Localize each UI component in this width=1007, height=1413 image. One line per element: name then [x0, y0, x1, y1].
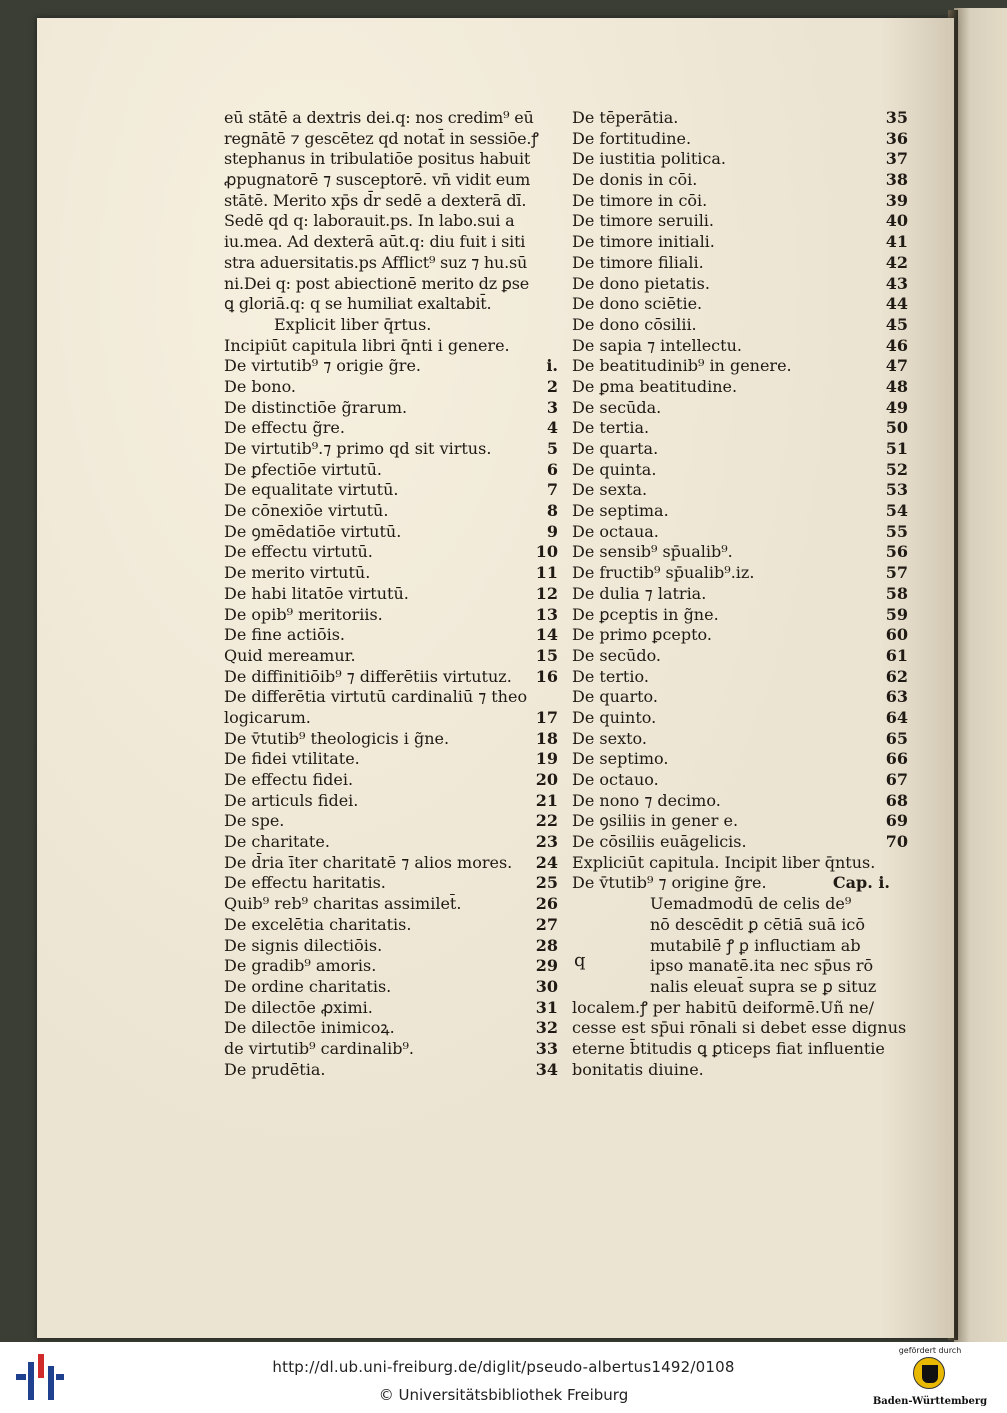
chapter-text-line: nō descēdit ꝑ cētiā suā icō: [650, 914, 865, 934]
toc-entry: [224, 729, 558, 750]
prose-line: stephanus in tribulatiōe positus habuit: [224, 149, 531, 169]
toc-entry: [224, 977, 558, 998]
toc-entry: [224, 584, 558, 605]
toc-entry: [572, 232, 908, 253]
toc-entry-title: Quib⁹ reb⁹ charitas assimilet̄.: [224, 894, 462, 914]
toc-entry-title: De quinta.: [572, 459, 657, 479]
toc-entry-number: 36: [885, 128, 908, 148]
toc-entry-number: 33: [535, 1038, 558, 1058]
toc-entry: [572, 687, 908, 708]
toc-entry-number: 62: [885, 666, 908, 686]
toc-entry-number: 9: [546, 521, 558, 541]
toc-entry-title: De beatitudinib⁹ in genere.: [572, 356, 792, 376]
facing-page-edge: [954, 8, 1007, 1342]
toc-entry-number: 48: [885, 376, 908, 396]
toc-entry-title: De timore initiali.: [572, 232, 715, 252]
toc-entry-number: 52: [885, 459, 908, 479]
toc-entry: [572, 542, 908, 563]
toc-entry-number: 51: [885, 439, 908, 458]
toc-entry-number: 8: [546, 501, 558, 521]
toc-entry: [572, 729, 908, 750]
toc-entry: [224, 956, 558, 977]
sponsor-name: Baden-Württemberg: [872, 1396, 988, 1407]
toc-entry-title: De charitate.: [224, 832, 330, 852]
toc-entry-number: 28: [535, 935, 558, 955]
toc-entry-title: De dono sciētie.: [572, 294, 703, 314]
toc-entry: [224, 356, 558, 377]
toc-entry: [224, 749, 558, 770]
toc-entry: [572, 211, 908, 232]
toc-entry: [572, 791, 908, 812]
toc-entry-title: De distinctiōe g̃rarum.: [224, 397, 408, 417]
toc-entry-title: De dilectōe inimicoꝝ.: [224, 1018, 395, 1038]
toc-entry-title: De fructib⁹ sp̄ualib⁹.iz.: [572, 563, 755, 583]
toc-entry: [572, 501, 908, 522]
state-seal-icon: [913, 1357, 945, 1389]
toc-entry: [224, 708, 558, 729]
toc-entry: [224, 605, 558, 626]
toc-entry-number: 69: [885, 811, 908, 831]
toc-entry-title: De dilectōe ꝓximi.: [224, 997, 373, 1017]
toc-entry: [572, 708, 908, 729]
chapter-label: Cap. i.: [832, 873, 890, 893]
toc-entry-number: 25: [535, 873, 558, 893]
toc-entry-number: 18: [535, 728, 558, 748]
toc-entry: [572, 667, 908, 688]
toc-entry-number: 34: [535, 1059, 558, 1079]
toc-entry-title: De v̄tutib⁹ theologicis i g̃ne.: [224, 728, 450, 748]
toc-entry: [572, 605, 908, 626]
toc-entry: [224, 667, 558, 688]
toc-entry-number: 16: [535, 666, 558, 686]
toc-entry-title: De equalitate virtutū.: [224, 480, 399, 500]
toc-entry-number: 3: [546, 397, 558, 417]
toc-entry: [224, 522, 558, 543]
toc-entry-title: De primo ꝑcepto.: [572, 625, 712, 645]
toc-entry-title: De timore seruili.: [572, 211, 715, 231]
prose-line: eū stātē a dextris dei.q: nos credim⁹ eū: [224, 108, 534, 127]
toc-entry-title: De fidei vtilitate.: [224, 749, 360, 769]
toc-entry: [572, 253, 908, 274]
toc-entry-number: 54: [885, 501, 908, 521]
toc-entry-title: De articuls fidei.: [224, 790, 359, 810]
toc-entry-number: 35: [885, 108, 908, 127]
toc-entry-number: 11: [535, 563, 558, 583]
toc-entry: [224, 398, 558, 419]
toc-entry: [224, 563, 558, 584]
toc-entry-number: 6: [546, 459, 558, 479]
toc-entry: [224, 418, 558, 439]
toc-entry: [572, 749, 908, 770]
toc-entry: [572, 149, 908, 170]
toc-entry-title: De tertio.: [572, 666, 649, 686]
toc-entry: [224, 377, 558, 398]
prose-line: regnātē ⁊ gescētez qd notat̄ in sessiōe.ꝭ: [224, 128, 539, 148]
toc-entry-title: De ordine charitatis.: [224, 976, 392, 996]
toc-entry-title: De differētia virtutū cardinaliū ⁊ theo: [224, 687, 528, 707]
toc-entry-number: 47: [885, 356, 908, 376]
toc-entry-number: 42: [885, 252, 908, 272]
toc-entry-title: De nono ⁊ decimo.: [572, 790, 721, 810]
toc-entry-number: 49: [885, 397, 908, 417]
toc-entry-number: 46: [885, 335, 908, 355]
toc-entry-title: De octauo.: [572, 770, 659, 789]
toc-entry-title: De bono.: [224, 376, 296, 396]
toc-entry-title: De ꝯsiliis in gener e.: [572, 811, 739, 831]
chapter-text-line: eterne b̄titudis ꝗ ꝑticeps fiat influentie: [572, 1038, 885, 1058]
toc-entry-title: De effectu fidei.: [224, 770, 354, 789]
toc-entry-number: 21: [535, 790, 558, 810]
indented-text-block: [572, 894, 908, 997]
toc-entry: [572, 356, 908, 377]
left-toc-list: [224, 356, 558, 1080]
toc-entry-number: 61: [885, 645, 908, 665]
toc-entry-number: 38: [885, 170, 908, 190]
toc-entry: [572, 460, 908, 481]
toc-entry-title: De quarta.: [572, 439, 659, 458]
toc-entry-number: 31: [535, 997, 558, 1017]
toc-entry: [224, 501, 558, 522]
toc-entry: [224, 998, 558, 1019]
toc-entry-title: De ꝯmēdatiōe virtutū.: [224, 521, 402, 541]
toc-entry-title: De habi litatōe virtutū.: [224, 583, 409, 603]
toc-entry-title: De dulia ⁊ latria.: [572, 583, 707, 603]
toc-entry-number: 19: [535, 749, 558, 769]
right-column: [572, 108, 908, 1080]
toc-entry-number: 30: [535, 976, 558, 996]
prose-line: Sedē qd q: laborauit.ps. In labo.sui a: [224, 211, 515, 231]
toc-entry: [224, 832, 558, 853]
toc-entry-number: 15: [535, 645, 558, 665]
toc-entry: [572, 108, 908, 129]
toc-entry: [224, 1018, 558, 1039]
toc-entry-title: De secūda.: [572, 397, 662, 417]
toc-entry-number: 67: [885, 770, 908, 789]
left-prose: [224, 108, 558, 315]
incipit-line: Incipiūt capitula libri q̄nti i genere.: [224, 335, 510, 355]
toc-entry-number: 50: [885, 418, 908, 438]
toc-entry: [224, 873, 558, 894]
toc-entry: [224, 480, 558, 501]
toc-entry-number: 29: [535, 956, 558, 976]
toc-entry-number: 24: [535, 852, 558, 872]
toc-entry-number: 37: [885, 149, 908, 169]
toc-entry: [572, 811, 908, 832]
full-text-block: [572, 998, 908, 1081]
initial-letter: q: [574, 950, 586, 971]
toc-entry: [572, 274, 908, 295]
toc-entry: [572, 191, 908, 212]
toc-entry-title: logicarum.: [224, 707, 311, 727]
toc-entry: [224, 894, 558, 915]
toc-entry-number: 10: [535, 542, 558, 562]
toc-entry-title: De effectu virtutū.: [224, 542, 373, 562]
prose-line: stra aduersitatis.ps Afflict⁹ suz ⁊ hu.sū: [224, 252, 528, 272]
toc-entry: [224, 853, 558, 874]
toc-entry-title: De prudētia.: [224, 1059, 326, 1079]
toc-entry-title: De effectu g̃re.: [224, 418, 345, 438]
toc-entry-title: De timore filiali.: [572, 252, 704, 272]
toc-entry-number: 2: [546, 376, 558, 396]
toc-entry-title: De gradib⁹ amoris.: [224, 956, 377, 976]
toc-entry-number: 7: [546, 480, 558, 500]
toc-entry-number: 4: [546, 418, 558, 438]
toc-entry: [572, 336, 908, 357]
toc-entry: [572, 170, 908, 191]
toc-entry-number: 57: [885, 563, 908, 583]
toc-entry-number: i.: [546, 356, 558, 376]
prose-line: ꝗ gloriā.q: q se humiliat exaltabit̄.: [224, 294, 492, 314]
toc-entry: [572, 563, 908, 584]
toc-entry-number: 65: [885, 728, 908, 748]
toc-entry: [224, 460, 558, 481]
toc-entry-number: 5: [546, 439, 558, 458]
toc-entry: [572, 480, 908, 501]
toc-entry-title: De fortitudine.: [572, 128, 692, 148]
toc-entry: [224, 542, 558, 563]
toc-entry-title: De sapia ⁊ intellectu.: [572, 335, 742, 355]
toc-entry-number: 58: [885, 583, 908, 603]
toc-entry-number: 70: [885, 832, 908, 852]
toc-entry-title: De iustitia politica.: [572, 149, 726, 169]
chapter-text-line: bonitatis diuine.: [572, 1059, 704, 1079]
sponsor-caption: gefördert durch: [898, 1346, 962, 1355]
toc-entry-title: De donis in cōi.: [572, 170, 698, 190]
toc-entry: [572, 129, 908, 150]
prose-line: ꝓpugnatorē ⁊ susceptorē. vn̄ vidit eum: [224, 170, 531, 190]
toc-entry-number: 53: [885, 480, 908, 500]
toc-entry-title: De opib⁹ meritoriis.: [224, 604, 383, 624]
chapter-text-line: mutabilē ꝭ ꝑ influctiam ab: [650, 935, 861, 955]
toc-entry: [224, 625, 558, 646]
toc-entry-number: 68: [885, 790, 908, 810]
toc-entry-number: 32: [535, 1018, 558, 1038]
toc-entry-number: 44: [885, 294, 908, 314]
toc-entry-title: De sexta.: [572, 480, 648, 500]
toc-entry-number: 13: [535, 604, 558, 624]
chapter-heading: De v̄tutib⁹ ⁊ origine g̃re.: [572, 873, 767, 893]
toc-entry: [572, 294, 908, 315]
toc-entry-title: De dono cōsilii.: [572, 314, 697, 334]
toc-entry-number: 17: [535, 707, 558, 727]
toc-entry: [572, 315, 908, 336]
toc-entry-title: De spe.: [224, 811, 285, 831]
chapter-text-line: localem.ꝭ per habitū deiformē.Uñ ne/: [572, 997, 875, 1017]
toc-entry-title: Quid mereamur.: [224, 645, 356, 665]
copyright-notice: © Universitätsbibliothek Freiburg: [378, 1386, 629, 1404]
toc-entry-title: De excelētia charitatis.: [224, 914, 412, 934]
toc-entry-title: De tēperātia.: [572, 108, 679, 127]
left-column: [224, 108, 558, 1080]
prose-line: stātē. Merito xp̄s d̄r sedē a dexterā dī.: [224, 190, 527, 210]
toc-entry-title: De ꝑfectiōe virtutū.: [224, 459, 382, 479]
toc-entry-title: De cōnexiōe virtutū.: [224, 501, 389, 521]
toc-entry-title: De cōsiliis euāgelicis.: [572, 832, 747, 852]
toc-entry-number: 12: [535, 583, 558, 603]
chapter-text-line: nalis eleuat̄ supra se ꝑ situz: [650, 976, 877, 996]
toc-entry-number: 23: [535, 832, 558, 852]
chapter-heading-line: [572, 873, 908, 894]
toc-entry-number: 22: [535, 811, 558, 831]
toc-entry-title: De ꝑma beatitudine.: [572, 376, 738, 396]
prose-line: iu.mea. Ad dexterā aūt.q: diu fuit i siti: [224, 232, 526, 252]
prose-line: ni.Dei q: post abiectionē merito dz ꝑse: [224, 273, 530, 293]
toc-entry: [224, 791, 558, 812]
toc-entry-number: 43: [885, 273, 908, 293]
toc-entry-number: 41: [885, 232, 908, 252]
right-toc-list: [572, 108, 908, 853]
toc-entry: [572, 770, 908, 791]
toc-entry-number: 56: [885, 542, 908, 562]
explicit-line: Explicit liber q̄rtus.: [274, 314, 432, 334]
toc-entry-title: De timore in cōi.: [572, 190, 708, 210]
toc-entry: [224, 646, 558, 667]
chapter-text-line: cesse est sp̄ui rōnali si debet esse dignus: [572, 1018, 907, 1038]
toc-entry-number: 27: [535, 914, 558, 934]
toc-entry-number: [552, 687, 558, 708]
toc-entry-title: De sexto.: [572, 728, 647, 748]
toc-entry: [572, 584, 908, 605]
toc-entry-title: De ꝑceptis in g̃ne.: [572, 604, 719, 624]
toc-entry-title: De quarto.: [572, 687, 658, 707]
toc-entry: [572, 832, 908, 853]
toc-entry-title: De signis dilectiōis.: [224, 935, 383, 955]
toc-entry-number: 59: [885, 604, 908, 624]
toc-entry-number: 14: [535, 625, 558, 645]
toc-entry: [224, 811, 558, 832]
toc-entry-title: De d̄ria īter charitatē ⁊ alios mores.: [224, 852, 513, 872]
toc-entry-number: 26: [535, 894, 558, 914]
toc-entry-number: 55: [885, 521, 908, 541]
toc-entry: [224, 770, 558, 791]
toc-entry: [572, 646, 908, 667]
toc-entry-title: De octaua.: [572, 521, 659, 541]
toc-entry-title: De septimo.: [572, 749, 669, 769]
toc-entry-title: de virtutib⁹ cardinalib⁹.: [224, 1038, 414, 1058]
toc-entry: [572, 625, 908, 646]
toc-entry-title: De effectu haritatis.: [224, 873, 386, 893]
toc-entry-number: 40: [885, 211, 908, 231]
toc-entry-title: De merito virtutū.: [224, 563, 371, 583]
toc-entry-number: 66: [885, 749, 908, 769]
toc-entry-title: De sensib⁹ sp̄ualib⁹.: [572, 542, 733, 562]
toc-entry: [224, 687, 558, 708]
toc-entry: [572, 377, 908, 398]
toc-entry: [572, 439, 908, 460]
toc-entry: [572, 522, 908, 543]
toc-entry-number: 64: [885, 707, 908, 727]
toc-entry-number: 39: [885, 190, 908, 210]
toc-entry: [224, 1039, 558, 1060]
toc-entry: [224, 439, 558, 460]
toc-entry-title: De dono pietatis.: [572, 273, 710, 293]
toc-entry-title: De secūdo.: [572, 645, 662, 665]
toc-entry-title: De tertia.: [572, 418, 650, 438]
toc-entry: [572, 418, 908, 439]
toc-entry-number: 20: [535, 770, 558, 789]
chapter-text-line: ipso manatē.ita nec sp̄us rō: [650, 956, 874, 976]
page-url[interactable]: http://dl.ub.uni-freiburg.de/diglit/pseudo-albertus1492/0108: [272, 1358, 735, 1376]
toc-entry-title: De quinto.: [572, 707, 657, 727]
toc-entry-title: De septima.: [572, 501, 669, 521]
chapter-text-line: Uemadmodū de celis de⁹: [650, 894, 852, 914]
toc-entry: [572, 398, 908, 419]
toc-entry-title: De virtutib⁹.⁊ primo qd sit virtus.: [224, 439, 492, 458]
toc-entry-title: De diffinitiōib⁹ ⁊ differētiis virtutuz.: [224, 666, 512, 686]
toc-entry-number: 45: [885, 314, 908, 334]
toc-entry-number: 60: [885, 625, 908, 645]
toc-entry: [224, 1060, 558, 1081]
toc-entry-title: De fine actiōis.: [224, 625, 346, 645]
explicit-incipit-line: Expliciūt capitula. Incipit liber q̄ntus.: [572, 852, 876, 872]
toc-entry: [224, 915, 558, 936]
toc-entry: [224, 936, 558, 957]
toc-entry-number: 63: [885, 687, 908, 707]
toc-entry-title: De virtutib⁹ ⁊ origie g̃re.: [224, 356, 422, 376]
